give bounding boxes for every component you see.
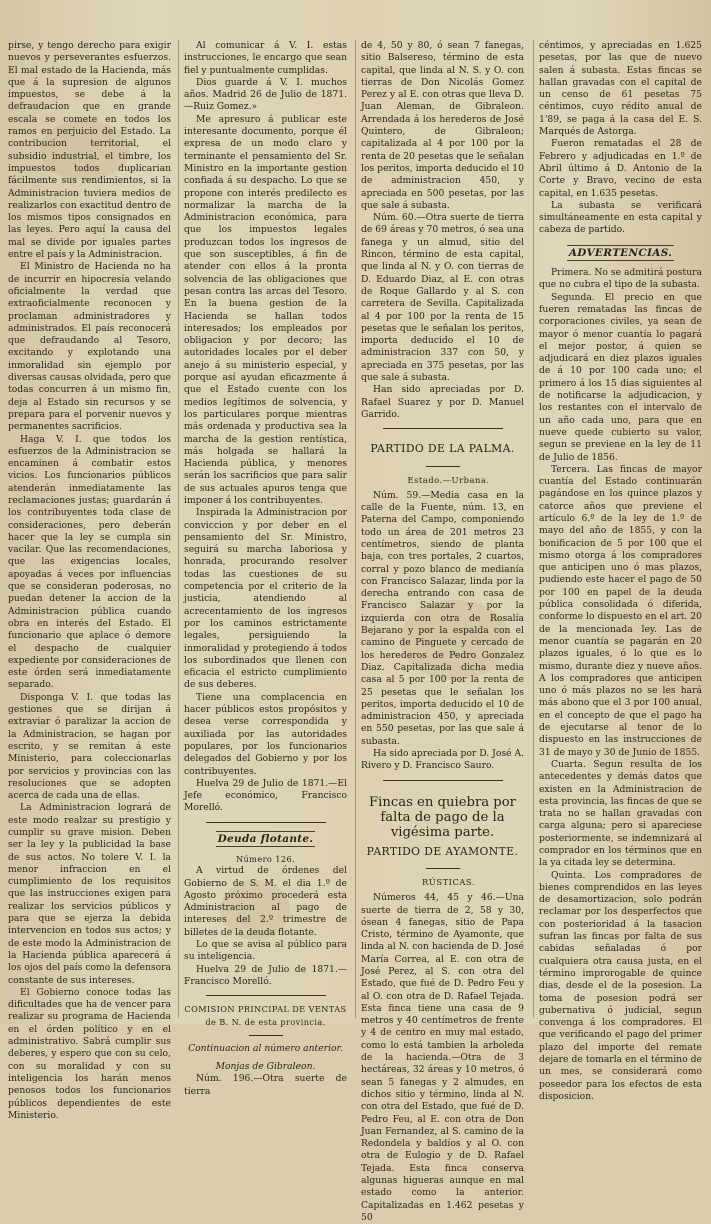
advertencias-heading: ADVERTENCIAS.	[568, 246, 673, 259]
paragraph: Primera. No se admitirá postura que no cubra el tipo de la subasta.	[539, 267, 702, 291]
separator	[383, 428, 503, 429]
paragraph: El Gobierno conoce todas las dificultades que ha de vencer para realizar su programa de Hacienda en el órden político y en el administrativo. Sabrá cumplir sus deberes, y espero que con su celo, con su moralidad y con su inteligencia los harán menos penosos todos los funcionarios públicos dependientes de este Ministerio.	[8, 986, 171, 1121]
paragraph: Núm. 59.—Media casa en la calle de la Fuente, núm. 13, en Paterna del Campo, componiendo todo un área de 201 metros 23 centímetros, siendo de planta baja, con tres portales, 2 cuartos, corral y pozo blanco de medianía con Francisco Salazar, linda por la derecha entrando con casa de Francisco Salazar y por la izquierda con otra de Rosalía Bejarano y por la espalda con el camino de Pinguete y cercado de los herederos de Pedro Gonzalez Diaz. Capitalizada dicha media casa al 5 por 100 por la renta de 25 pesetas que le señalan los peritos, importa deducido el 10 de administracion 450, y apreciada en 550 pesetas, por las que sale á subasta.	[361, 489, 524, 747]
column-rule	[355, 40, 356, 1018]
comision-heading: COMISION PRINCIPAL DE VENTAS	[184, 1004, 347, 1015]
column-rule	[178, 40, 179, 1018]
paragraph: pirse, y tengo derecho para exigir nuevos y perseverantes esfuerzos. El mal estado de la Hacienda, más que á la supresion de algunos impuestos, se debe á la defraudacion que en grande escala se comete en todos los ramos en perjuicio del Estado. La contribucion territorial, el subsidio industrial, el timbre, los impuestos todos duplicarian fácilmente sus rendimientos, si la Administracion tuviera medios de realizarlos con exactitud dentro de los mismos tipos consignados en las leyes. Pero aquí la causa del mal se divide por iguales partes entre el país y la Administracion.	[8, 40, 171, 261]
palma-heading: PARTIDO DE LA PALMA.	[370, 442, 515, 456]
deuda-heading: Deuda flotante.	[217, 832, 314, 845]
ayamonte-heading: PARTIDO DE AYAMONTE.	[366, 844, 519, 858]
column-4	[539, 40, 702, 1102]
paragraph: Al comunicar á V. I. estas instrucciones, le encargo que sean fiel y puntualmente cumplidas.	[184, 40, 347, 76]
estado-urbana-heading: Estado.—Urbana.	[407, 474, 490, 485]
separator	[206, 822, 326, 823]
paragraph: Tercera. Las fincas de mayor cuantía del Estado continuarán pagándose en los quince plazos y catorce años que previene el artículo 6.º de la ley de 1.º de mayo del año de 1855, y con la bonificacion de 5 por 100 que el mismo otorga á los compradores que anticipen uno ó mas plazos, pudiendo este hacer el pago de 50 por 100 en papel de la deuda pública consolidada ó diferida, conforme lo dispuesto en el art. 20 de la mencionada ley. Las de menor cuantía se pagarán en 20 plazos iguales, ó lo que es lo mismo, durante diez y nueve años. A los compradores que anticipen uno ó más plazos no se les hará más abono que el 3 por 100 anual, en el concepto de que el pago ha de ejecutarse al tenor de lo dispuesto en las instrucciones de 31 de mayo y 30 de Junio de 1855.	[539, 463, 702, 758]
paragraph: Dios guarde á V. I. muchos años. Madrid 26 de Julio de 1871.—Ruiz Gomez.»	[184, 76, 347, 113]
comision-subheading: de B. N. de esta provincia.	[205, 1016, 326, 1027]
paragraph: de 4, 50 y 80, ó sean 7 fanegas, sitio Balsereso, término de esta capital, que linda al N. S. y O. con tierras de Don Nicolás Gomez Perez y al E. con otras que lleva D. Juan Aleman, de Gibraleon. Arrendada á los herederos de José Quintero, de Gibraleon; capitalizada al 4 por 100 por la renta de 20 pesetas que le señalan los peritos, importa deducido el 10 de administracion 450, y apreciada en 500 pesetas, por las que sale á subasta.	[361, 40, 524, 211]
column-3	[361, 40, 524, 1223]
column-rule	[533, 40, 534, 1018]
paragraph: Inspirada la Administracion por conviccion y por deber en el pensamiento del Sr. Ministro, seguirá su marcha laboriosa y honrada, procurando resolver todas las cuestiones de su competencia por el criterio de la justicia, atendiendo al acrecentamiento de los ingresos por los caminos estrictamente legales, persiguiendo la inmoralidad y protegiendo á todos los subordinados que llenen con eficacia el estricto cumplimiento de sus deberes.	[184, 507, 347, 691]
column-1	[8, 40, 171, 1121]
paragraph: céntimos, y apreciadas en 1.625 pesetas, por las que de nuevo salen á subasta. Estas fincas se hallan gravadas con el capital de un censo de 61 pesetas 75 céntimos, cuyo rédito anual de 1'89, se paga á la casa del E. S. Marqués de Astorga.	[539, 40, 702, 138]
paragraph: Han sido apreciadas por D. Rafael Suarez y por D. Manuel Garrido.	[361, 384, 524, 420]
separator	[206, 995, 326, 996]
paragraph: Segunda. El precio en que fueren rematadas las fincas de corporaciones civiles, ya sean de mayor ó menor cuantía lo pagará el mejor postor, á quien se adjudicará en diez plazos iguales de á 10 por 100 cada uno; el primero á los 15 dias siguientes al de notificarse la adjudicacion, y los restantes con el intervalo de un año cada uno, para que en nueve quede cubierto su valor, segun se previene en la ley de 11 de Julio de 1856.	[539, 291, 702, 463]
paragraph: Haga V. I. que todos los esfuerzos de la Administracion se encaminen á combatir estos vicios. Los funcionarios públicos atenderán inmediatamente las reclamaciones justas; guardarán á los contribuyentes toda clase de consideraciones, pero deberán hacer que la ley se cumpla sin vacilar. Que las recomendaciones, que las exigencias locales, apoyadas á veces por influencias que se consideran poderosas, no puedan detener la accion de la Administracion pública cuando obra en interés del Estado. El funcionario que aplace ó demore el despacho de cualquier expediente por consideraciones de este órden será inmediatamente separado.	[8, 433, 171, 691]
rusticas-heading: RÚSTICAS.	[421, 876, 476, 887]
paragraph: Núm. 196.—Otra suerte de tierra	[184, 1073, 347, 1097]
paragraph: A virtud de órdenes del Gobierno de S. M. el dia 1.º de Agosto próximo procederá esta Administracion al pago de intereses del 2.º trimestre de billetes de la deuda flotante.	[184, 865, 347, 938]
paragraph: La Administracion logrará de este modo realzar su prestigio y cumplir su grave mision. Deben ser la ley y la publicidad la base de sus actos. No tolere V. I. la menor infraccion en el cumplimiento de los requisitos que las instrucciones exigen para realizar los servicios públicos y para que se ejerza la debida intervencion en todos sus actos; y de este modo la Administracion de la Hacienda pública aparecerá á los ojos del país como la defensora constante de sus intereses.	[8, 802, 171, 986]
paragraph: Me apresuro á publicar este interesante documento, porque él expresa de un modo claro y terminante el pensamiento del Sr. Ministro en la importante gestion confiada á su despacho. Lo que se propone con interés predilecto es normalizar la marcha de la Administracion económica, para que los impuestos legales produzcan todos los ingresos de que son susceptibles, á fin de atender con ellos á la pronta solvencia de las obligaciones que pesan contra las arcas del Tesoro. En la buena gestion de la Hacienda se hallan todos interesados; los empleados por obligacion y por decoro; las autoridades locales por el deber anejo á su ministerio especial, y porque así ayudan eficazmente á que el Estado cuente con los medios legítimos de solvencia, y los particulares porque mientras más ordenada y productiva sea la marcha de la gestion rentística, más holgada se hallará la Hacienda pública, y menores serán los sacrificios que para salir de sus actuales apuros tenga que imponer á los contribuyentes.	[184, 113, 347, 506]
notice-number: Número 126.	[235, 854, 296, 864]
paragraph: Núm. 60.—Otra suerte de tierra de 69 áreas y 70 metros, ó sea una fanega y un almud, sitio del Rincon, término de esta capital, que linda al N. y O. con tierras de D. Eduardo Diaz, al E. con otras de Roque Gallardo y al S. con carretera de Sevilla. Capitalizada al 4 por 100 por la renta de 15 pesetas que le señalan los peritos, importa deducido el 10 de administracion 337 con 50, y apreciada en 375 pesetas, por las que sale á subasta.	[361, 212, 524, 384]
separator	[426, 466, 460, 467]
continuation-note: Continuacion al número anterior.	[188, 1042, 343, 1054]
paragraph: Ha sido apreciada por D. José A. Rivero y D. Francisco Sauro.	[361, 748, 524, 772]
separator	[249, 1035, 283, 1036]
monjas-heading: Monjas de Gibraleon.	[215, 1061, 316, 1073]
paragraph: Quinta. Los compradores de bienes comprendidos en las leyes de desamortizacion, solo podrán reclamar por los desperfectos que con posterioridad á la tasacion sufran las fincas por falta de sus cabidas señaladas ó por cualquiera otra causa justa, en el término improrogable de quince dias, desde el de la posesion. La toma de posesion podrá ser gubernativa ó judicial, segun convenga á los compradores. El que verificando el pago del primer plazo del importe del remate dejare de tomarla en el término de un mes, se considerará como poseedor para los efectos de esta disposicion.	[539, 869, 702, 1102]
signature: Huelva 29 de Julio de 1871.—Francisco Morelló.	[184, 963, 347, 987]
paragraph: El Ministro de Hacienda no ha de incurrir en hipocresía velando oficialmente la verdad que extraoficialmente reconocen y proclaman administradores y administrados. El país reconocerá que defraudando al Tesoro, excitando y explotando una inmoralidad sin ejemplo por diversas causas olvidada, pero que todas concurren á un mismo fin, deja al Estado sin recursos y se prepara para el porvenir nuevos y permanentes sacrificios.	[8, 261, 171, 433]
paragraph: La subasta se verificará simultáneamente en esta capital y cabeza de partido.	[539, 199, 702, 236]
paragraph: Cuarta. Segun resulta de los antecedentes y demás datos que existen en la Administracion de esta provincia, las fincas de que se trata no se hallan gravadas con carga alguna; pero si apareciese posteriormente, se indemnizará al comprador en los términos que en la ya citada ley se determina.	[539, 758, 702, 869]
paragraph: Números 44, 45 y 46.—Una suerte de tierra de 2, 58 y 30, ósean 4 fanegas, sitio de Papa Cristo, término de Ayamonte, que linda al N. con hacienda de D. José María Correa, al E. con otra de José Perez, al S. con otra del Estado, que fué de D. Pedro Feu y al O. con otra de D. Rafael Tejada. Esta finca tiene una casa de 9 metros y 40 centímetros de frente y 4 de centro en muy mal estado, como lo está tambien la arboleda de la hacienda.—Otra de 3 hectáreas, 32 áreas y 10 metros, ó sean 5 fanegas y 2 almudes, en dichos sitio y término, linda al N. con otra del Estado, que fué de D. Pedro Feu, al E. con otra de Don Juan Fernandez, al S. camino de la Redondela y baldíos y al O. con otra de Eulogio y de D. Rafael Tejada. Esta finca conserva algunas higueras aunque en mal estado como la anterior. Capitalizadas en 1.462 pesetas y 50	[361, 892, 524, 1223]
paragraph: Disponga V. I. que todas las gestiones que se dirijan á extraviar ó paralizar la accion de la Administracion, se hagan por escrito, y se remitan á este Ministerio, para coleccionarlas por servicios y provincias con las resoluciones que se adopten acerca de cada una de ellas.	[8, 691, 171, 802]
separator	[426, 868, 460, 869]
fincas-heading: Fincas en quiebra por falta de pago de la vigésima parte.	[368, 794, 516, 840]
paragraph: Fueron rematadas el 28 de Febrero y adjudicadas en 1.º de Abril último á D. Antonio de la Corte y Bravo, vecino de esta capital, en 1.635 pesetas.	[539, 138, 702, 199]
signature: Huelva 29 de Julio de 1871.—El Jefe económico, Francisco Morelló.	[184, 777, 347, 814]
paragraph: Tiene una complacencia en hacer públicos estos propósitos y desea verse correspondida y auxiliada por las autoridades populares, por los funcionarios delegados del Gobierno y por los contribuyentes.	[184, 691, 347, 777]
column-2	[184, 40, 347, 1097]
separator	[383, 780, 503, 781]
paragraph: Lo que se avisa al público para su inteligencia.	[184, 939, 347, 963]
